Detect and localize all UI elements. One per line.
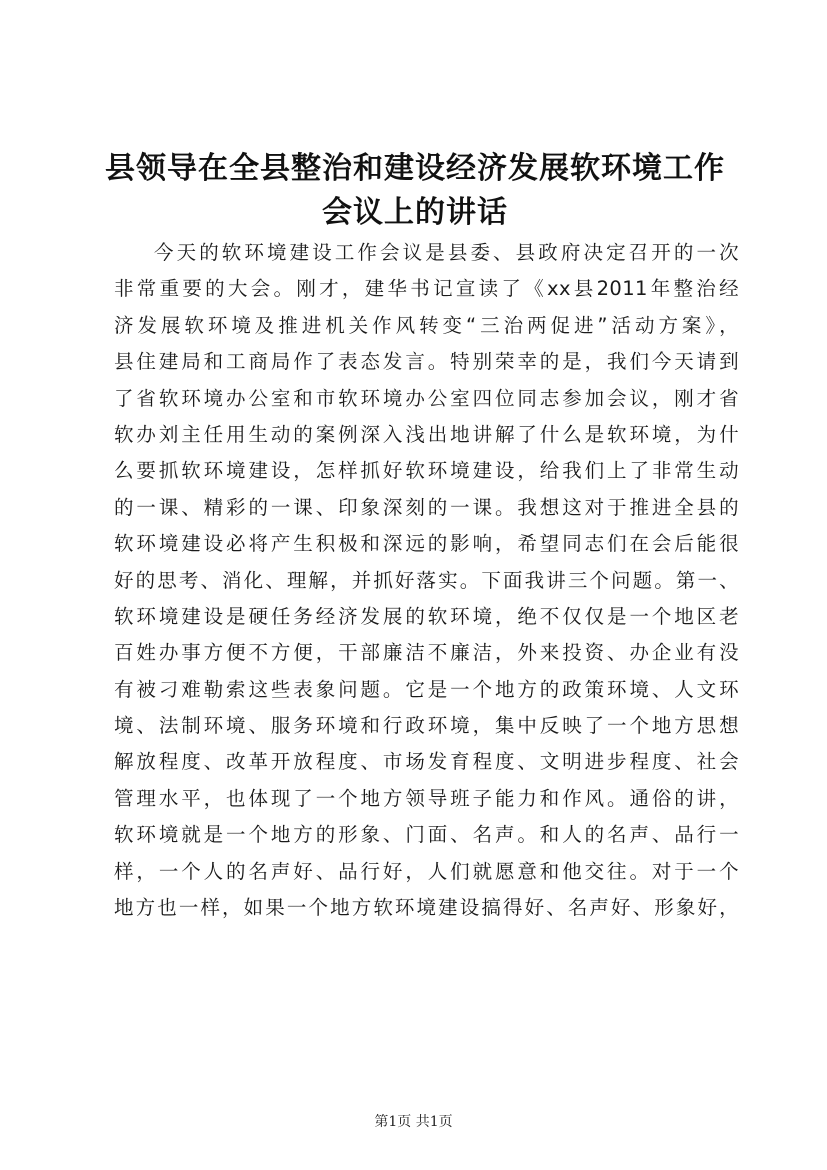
body-line: 管理水平，也体现了一个地方领导班子能力和作风。通俗的讲， bbox=[114, 786, 739, 810]
body-line: 解放程度、改革开放程度、市场发育程度、文明进步程度、社会 bbox=[114, 750, 739, 774]
body-line: 济发展软环境及推进机关作风转变“三治两促进”活动方案》， bbox=[114, 313, 739, 337]
page-footer: 第1页 共1页 bbox=[374, 1114, 453, 1130]
body-line: 的一课、精彩的一课、印象深刻的一课。我想这对于推进全县的 bbox=[114, 495, 739, 519]
body-line: 地方也一样，如果一个地方软环境建设搞得好、名声好、形象好， bbox=[114, 896, 739, 920]
body-line: 百姓办事方便不方便，干部廉洁不廉洁，外来投资、办企业有没 bbox=[114, 641, 739, 665]
body-line: 非常重要的大会。刚才，建华书记宣读了《xx县2011年整治经 bbox=[114, 277, 739, 301]
body-line: 境、法制环境、服务环境和行政环境，集中反映了一个地方思想 bbox=[114, 714, 739, 738]
body-line: 样，一个人的名声好、品行好，人们就愿意和他交往。对于一个 bbox=[114, 859, 739, 883]
body-line: 么要抓软环境建设，怎样抓好软环境建设，给我们上了非常生动 bbox=[114, 459, 739, 483]
body-line: 软办刘主任用生动的案例深入浅出地讲解了什么是软环境，为什 bbox=[114, 422, 739, 446]
body-line: 有被刁难勒索这些表象问题。它是一个地方的政策环境、人文环 bbox=[114, 677, 739, 701]
document-title-line-1: 县领导在全县整治和建设经济发展软环境工作 bbox=[105, 151, 725, 186]
document-title-line-2: 会议上的讲话 bbox=[322, 195, 508, 230]
body-line: 好的思考、消化、理解，并抓好落实。下面我讲三个问题。第一、 bbox=[114, 568, 739, 592]
body-line: 软环境建设是硬任务经济发展的软环境，绝不仅仅是一个地区老 bbox=[114, 604, 739, 628]
body-line: 了省软环境办公室和市软环境办公室四位同志参加会议，刚才省 bbox=[114, 386, 739, 410]
document-body bbox=[114, 235, 739, 926]
body-line: 软环境就是一个地方的形象、门面、名声。和人的名声、品行一 bbox=[114, 823, 739, 847]
body-line: 今天的软环境建设工作会议是县委、县政府决定召开的一次 bbox=[154, 241, 739, 264]
body-line: 软环境建设必将产生积极和深远的影响，希望同志们在会后能很 bbox=[114, 532, 739, 556]
body-line: 县住建局和工商局作了表态发言。特别荣幸的是，我们今天请到 bbox=[114, 350, 739, 374]
